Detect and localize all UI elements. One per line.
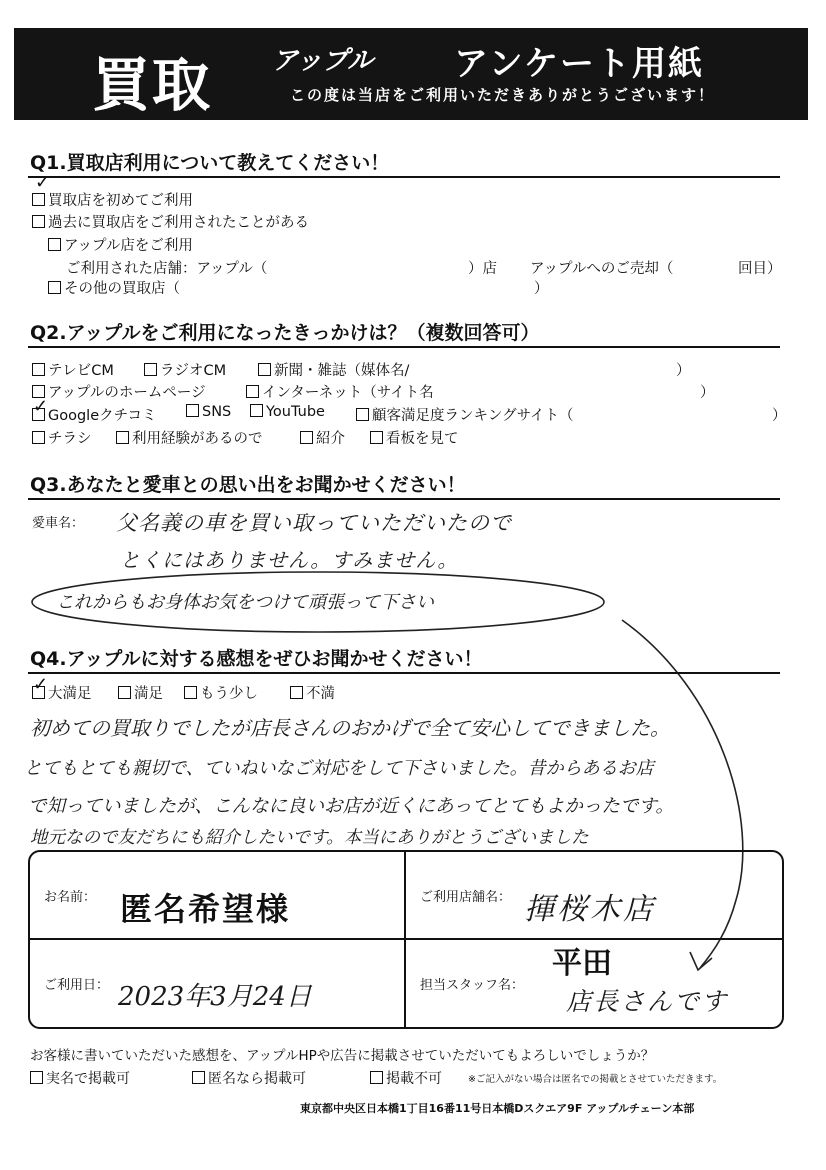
option-label: 掲載不可 <box>386 1071 442 1087</box>
checkbox[interactable] <box>370 1071 383 1084</box>
checkbox[interactable] <box>184 686 197 699</box>
memory-line-2: とくにはありません。すみません。 <box>120 548 459 572</box>
q2-news-close: ） <box>676 363 691 379</box>
q2-ranking-close: ） <box>772 408 787 424</box>
form-title: アンケート用紙 <box>454 44 704 84</box>
option-label: 不満 <box>306 686 335 702</box>
option-label: YouTube <box>266 404 325 420</box>
checkbox[interactable] <box>290 686 303 699</box>
option-label: 過去に買取店をご利用されたことがある <box>48 215 309 231</box>
option-label: 看板を見て <box>386 431 459 447</box>
option-label: 実名で掲載可 <box>46 1071 130 1087</box>
option-label: 紹介 <box>316 431 345 447</box>
option-label: Googleクチコミ <box>48 408 157 424</box>
option-label: その他の買取店（ <box>64 281 180 297</box>
q4-option-dissatisfied[interactable] <box>290 682 335 703</box>
option-label: アップル店をご利用 <box>64 238 193 254</box>
option-label: SNS <box>202 404 232 420</box>
staff-name: 平田 <box>552 946 612 981</box>
memory-line-3: これからもお身体お気をつけて頑張って下さい <box>56 592 434 613</box>
comment-line-3: で知っていましたが、こんなに良いお店が近くにあってとてもよかったです。 <box>28 796 674 817</box>
q2-internet-close: ） <box>700 385 715 401</box>
option-label: チラシ <box>48 431 92 447</box>
q4-option-satisfied[interactable] <box>118 682 163 703</box>
option-label: 買取店を初めてご利用 <box>48 193 193 209</box>
comment-line-1: 初めての買取りでしたが店長さんのおかげで全て安心してできました。 <box>30 716 670 740</box>
q1-title: Q1.買取店利用について教えてください！ <box>30 152 390 174</box>
handwritten-circle <box>32 572 604 632</box>
handwritten-check-icon: ✓ <box>33 674 49 695</box>
q2-title: Q2.アップルをご利用になったきっかけは？（複数回答可） <box>30 322 540 344</box>
option-label: 満足 <box>134 686 163 702</box>
comment-line-4: 地元なので友だちにも紹介したいです。本当にありがとうございました <box>30 828 589 848</box>
option-label: 新聞・雑誌（媒体名/ <box>274 363 410 379</box>
q1-other-close: ） <box>534 281 549 297</box>
q3-title: Q3.あなたと愛車との思い出をお聞かせください！ <box>30 474 466 496</box>
consent-anonymous[interactable] <box>192 1068 306 1088</box>
checkbox[interactable] <box>192 1071 205 1084</box>
consent-question: お客様に書いていただいた感想を、アップルHPや広告に掲載させていただいてもよろしいでしょうか？ <box>30 1048 655 1064</box>
handwritten-check-icon: ✓ <box>33 396 49 417</box>
q4-title: Q4.アップルに対する感想をぜひお聞かせください！ <box>30 648 483 670</box>
form-subtitle: この度は当店をご利用いただきありがとうございます！ <box>290 86 716 104</box>
info-horizontal-divider <box>30 938 782 940</box>
option-label: テレビCM <box>48 363 114 379</box>
footer-address: 東京都中央区日本橋1丁目16番11号日本橋Dスクエア9F アップルチェーン本部 <box>300 1102 695 1115</box>
checkbox[interactable] <box>30 1071 43 1084</box>
option-label: 匿名なら掲載可 <box>208 1071 306 1087</box>
comment-line-2: とてもとても親切で、ていねいなご対応をして下さいました。昔からあるお店 <box>24 758 654 779</box>
staff-label: 担当スタッフ名： <box>420 978 525 993</box>
date-label: ご利用日： <box>44 978 110 993</box>
store-value: 揮桜木店 <box>524 892 656 927</box>
option-label: インターネット（サイト名 <box>262 385 434 401</box>
name-value: 匿名希望様 <box>120 890 291 928</box>
handwritten-check-icon: ✓ <box>35 172 51 193</box>
staff-note: 店長さんです <box>566 987 729 1016</box>
q1-sales-count-label: アップルへのご売却（ <box>530 261 674 277</box>
option-label: 顧客満足度ランキングサイト（ <box>372 408 574 424</box>
consent-not-allowed[interactable] <box>370 1068 442 1088</box>
car-name-label: 愛車名： <box>32 516 85 531</box>
q4-divider <box>28 672 780 674</box>
q1-store-used-label: ご利用された店舗：アップル（ <box>66 261 268 277</box>
q4-option-a-bit-more[interactable] <box>184 682 258 703</box>
q1-store-suffix: ）店 <box>468 261 497 277</box>
name-label: お名前： <box>44 890 97 905</box>
checkbox[interactable] <box>118 686 131 699</box>
date-value: 2023年3月24日 <box>118 982 312 1012</box>
memory-line-1: 父名義の車を買い取っていただいたので <box>116 511 512 535</box>
consent-real-name[interactable] <box>30 1068 130 1088</box>
q1-sales-suffix: 回目） <box>738 261 782 277</box>
apple-logo: アップル <box>272 46 374 76</box>
option-label: もう少し <box>200 686 258 702</box>
consent-note: ※ご記入がない場合は匿名での掲載とさせていただきます。 <box>468 1074 723 1085</box>
option-label: 大満足 <box>48 686 92 702</box>
info-vertical-divider <box>404 852 406 1027</box>
kaitori-logo-text: 買取 <box>92 51 213 119</box>
option-label: ラジオCM <box>160 363 227 379</box>
store-label: ご利用店舗名： <box>420 890 512 905</box>
option-label: 利用経験があるので <box>132 431 263 447</box>
option-label: アップルのホームページ <box>48 385 206 401</box>
